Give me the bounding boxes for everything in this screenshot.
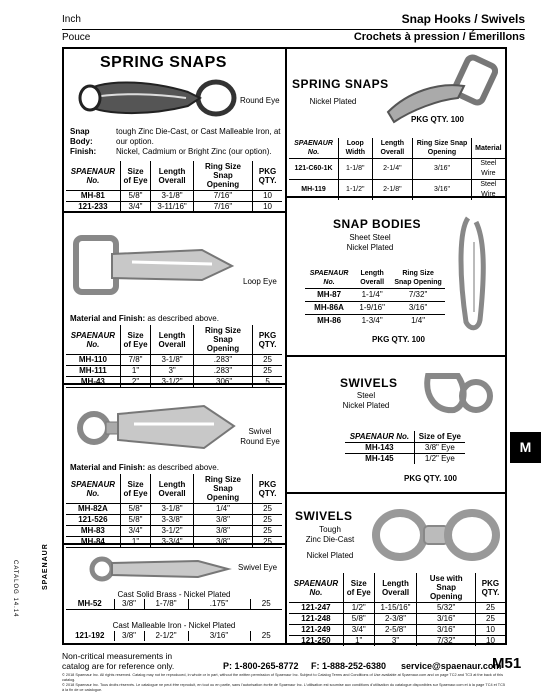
material-line: Zinc Die-Cast [305,535,355,544]
snap-bodies-table [305,268,445,327]
material-text: as described above. [147,463,219,472]
swivels-steel-title: SWIVELS [340,376,398,390]
table-row [66,599,282,610]
col-header: Size of Eye [120,325,151,355]
cell: 3" [151,366,194,377]
section-divider [285,355,507,357]
col-header: SPAENAUR No. [66,161,120,191]
snap-body-text: tough Zinc Die-Cast, or Cast Malleable Iron, at our option. [116,127,281,146]
swivel-eye-label: Swivel Eye [238,563,278,572]
cell: 1-1/8" [339,159,372,180]
footer-legal [62,673,507,693]
col-header: Use with Snap Opening [417,573,476,603]
swivel-round-eye-image [74,392,244,460]
round-eye-label: Round Eye [240,437,280,446]
part-number: MH-84 [66,537,120,548]
finish-label: Finish: [70,147,97,156]
cell: 3/4" [343,625,374,636]
cell: 3/8" Eye [414,443,465,454]
cell: 2-3/8" [374,614,417,625]
table-row [66,355,282,366]
part-number: MH-110 [66,355,120,366]
snap-body-label: Snap Body: [70,127,93,146]
cell: 25 [253,366,282,377]
cell: 25 [475,614,505,625]
cell: Steel Wire [471,159,505,180]
cell: 1" [120,537,151,548]
loop-eye-table [66,325,282,388]
footer-note [62,651,174,671]
snap-bodies-subtitle [320,233,420,253]
cell: 3/8" [193,526,252,537]
cell: 3-1/2" [151,526,194,537]
part-number: MH-81 [66,191,120,202]
cell: 10 [253,202,282,213]
part-number: MH-111 [66,366,120,377]
table-row [289,603,505,614]
cell: 7/32" [417,636,476,647]
cell: 3/16" [417,625,476,636]
cell: 7/16" [193,202,252,213]
material-label: Material and Finish: [70,314,146,323]
cell: 5/8" [120,515,151,526]
col-header: Length Overall [372,138,413,159]
cell: 1-1/4" [353,289,391,302]
table-row [66,366,282,377]
section-tab-m[interactable]: M [510,432,541,463]
swivel-round-eye-label [235,427,285,447]
spring-snap-nickel-image [378,52,498,124]
col-header: Length Overall [151,161,194,191]
part-number: MH-86 [317,316,342,325]
material-line: Steel [356,391,376,400]
col-header: Size of Eye [414,431,465,443]
legal-en: © 2018 Spaenaur Inc. All rights reserved. Catalog may not be reproduced, in whole or in part, without the written permission of Spaenaur Inc. Subject to Catalog Terms and Conditions of Use available at Spaenaur.com and on page TC2 and TC3 at the back of this catalog. [62,673,503,682]
col-header: Loop Width [339,138,372,159]
cell: 3-1/8" [151,504,194,515]
cell: 3" [374,636,417,647]
round-eye-snap-image [68,72,240,124]
part-number: MH-86A [305,302,353,315]
col-header: Ring Size Snap Opening [193,325,252,355]
col-header: Ring Size Snap Opening [193,161,252,191]
cell: 3-1/8" [151,191,194,202]
cell: 2-5/8" [374,625,417,636]
header-title: Snap Hooks / Swivels [401,12,525,26]
swivels-zinc-subtitle [292,525,368,561]
brass-note: Cast Solid Brass - Nickel Plated [117,590,231,599]
col-header: Ring Size Snap Opening [193,474,252,504]
table-row [289,180,505,201]
side-logo: SPAENAUR [42,543,49,590]
col-header: Length Overall [374,573,417,603]
table-row [289,614,505,625]
cell: 2" [120,377,151,388]
legal-fr: © 2018 Spaenaur Inc. Tous droits réservés. Le catalogue ne peut être reproduit, en tout ou en partie, sans l'autorisation écrite de Spaenaur Inc. L'utilisation est soumise aux conditions d'utilisation du catalogue disponibles sur Spaenaur.com et à la page TC4 et TC5 à la fin de ce catalogue. [62,683,505,692]
part-number: MH-143 [345,443,414,454]
col-header: SPAENAUR No. [345,431,414,443]
col-header: Size of Eye [343,573,374,603]
cell: .283" [193,355,252,366]
finish-line: Nickel Plated [342,401,390,410]
part-number: 121-247 [289,603,343,614]
table-row [66,537,282,548]
footer-email[interactable]: service@spaenaur.com [401,661,502,671]
cell: 1/2" Eye [414,454,465,465]
pkg-qty: PKG QTY. 100 [404,474,457,483]
header-unit-fr: Pouce [62,32,91,43]
col-header: SPAENAUR No. [66,325,120,355]
table-row [289,625,505,636]
table-row [305,289,445,302]
footer-note-line: catalog are for reference only. [62,661,175,671]
swivels-steel-subtitle [330,391,402,411]
cell: 3/16" [413,159,471,180]
iron-note: Cast Malleable Iron - Nickel Plated [112,621,236,630]
header-rule [62,29,525,30]
cell: 10 [475,636,505,647]
part-number: 121-526 [66,515,120,526]
cell: 3/16" [391,302,445,315]
part-number: MH-43 [66,377,120,388]
zinc-swivel-image [370,506,502,564]
cell: 5/8" [120,504,151,515]
column-divider [285,47,287,645]
header-unit: Inch [62,14,81,25]
cell: 25 [253,504,282,515]
cell: 1/2" [343,603,374,614]
header-title-fr: Crochets à pression / Émerillons [353,31,525,43]
cell: 3/8" [114,599,144,610]
swivel-eye-iron-table [66,631,282,641]
col-header: SPAENAUR No. [289,138,339,159]
col-header: Size of Eye [120,474,151,504]
cell: 3/8" [193,537,252,548]
col-header: Length Overall [353,268,391,289]
cell: 3/4" [120,526,151,537]
table-row [66,504,282,515]
part-number: 121-248 [289,614,343,625]
col-header: SPAENAUR No. [66,474,120,504]
col-header: SPAENAUR No. [305,268,353,289]
col-header: Ring Size Snap Opening [413,138,471,159]
snap-bodies-title: SNAP BODIES [333,217,421,231]
cell: 3/8" [114,631,144,641]
part-number: 121-C60-1K [289,159,339,180]
col-header: PKG QTY. [253,161,282,191]
cell: 1-9/16" [353,302,391,315]
page-number: M51 [492,655,522,672]
part-number: MH-87 [305,289,353,302]
cell: 7/32" [391,289,445,302]
footer-phone[interactable]: P: 1-800-265-8772 [223,661,299,671]
cell: 25 [253,355,282,366]
part-number: MH-119 [301,186,326,193]
col-header: PKG QTY. [253,474,282,504]
spring-snaps-nickel-table [289,138,505,200]
cell: 5/8" [120,191,151,202]
cell: Steel Wire [471,180,505,201]
table-row [66,515,282,526]
swivel-round-table [66,474,282,548]
section-divider [285,492,507,494]
snap-body-desc [70,127,282,157]
table-row [66,202,282,213]
cell: 3/16" [188,631,250,641]
part-number: MH-145 [365,454,394,463]
swivel-label: Swivel [248,427,272,436]
material-finish-note [70,314,219,323]
part-number: 121-233 [66,202,120,213]
cell: .175" [188,599,250,610]
round-eye-label: Round Eye [240,96,280,105]
col-header: Size of Eye [120,161,151,191]
swivels-zinc-title: SWIVELS [295,509,353,523]
loop-eye-label: Loop Eye [243,277,277,286]
footer-note-line: Non-critical measurements in [62,651,173,661]
material-text: as described above. [147,314,219,323]
material-line: Sheet Steel [349,233,391,242]
cell: 25 [475,603,505,614]
col-header: Length Overall [151,325,194,355]
table-row [305,315,445,328]
cell: 3/8" [193,515,252,526]
swivels-zinc-table [289,573,505,646]
spring-snaps-title: SPRING SNAPS [100,54,227,71]
table-row [66,377,282,388]
cell: 1/4" [193,504,252,515]
swivels-steel-table [345,431,465,464]
table-row [66,526,282,537]
spring-snaps-table [66,161,282,213]
col-header: Ring Size Snap Opening [391,268,445,289]
cell: 3-3/8" [151,515,194,526]
part-number: 121-192 [75,631,105,640]
nickel-plated-label: Nickel Plated [309,97,357,106]
table-row [66,631,282,641]
cell: 1" [120,366,151,377]
part-number: MH-82A [66,504,120,515]
material-label: Material and Finish: [70,463,146,472]
col-header: PKG QTY. [253,325,282,355]
cell: 25 [253,515,282,526]
cell: 1" [343,636,374,647]
cell: 2-1/4" [372,159,413,180]
steel-swivel-image [420,366,500,420]
cell: 3-11/16" [151,202,194,213]
cell: 2-1/8" [372,180,413,201]
cell: 5/32" [417,603,476,614]
cell: 1/4" [411,316,426,325]
cell: 3/16" [413,180,471,201]
table-row [345,443,465,454]
snap-body-image [452,212,492,334]
cell: 3-1/8" [151,355,194,366]
finish-line: Nickel Plated [346,243,394,252]
col-header: Length Overall [151,474,194,504]
table-row [289,159,505,180]
cell: 7/16" [193,191,252,202]
col-header: SPAENAUR No. [289,573,343,603]
cell: .306" [193,377,252,388]
col-header: Material [471,138,505,159]
cell: 25 [250,631,282,641]
table-row [345,454,465,465]
cell: 5/8" [343,614,374,625]
loop-eye-snap-image [72,222,242,306]
cell: 5 [253,377,282,388]
table-row [305,302,445,315]
table-row [66,191,282,202]
part-number: 121-249 [289,625,343,636]
finish-line: Nickel Plated [306,551,354,560]
cell: 3/16" [417,614,476,625]
cell: .283" [193,366,252,377]
spring-snaps-nickel-title: SPRING SNAPS [292,77,389,91]
cell: 10 [253,191,282,202]
cell: 3/4" [120,202,151,213]
cell: 1-7/8" [144,599,188,610]
finish-text: Nickel, Cadmium or Bright Zinc (our option). [116,147,272,156]
col-header: PKG QTY. [475,573,505,603]
pkg-qty: PKG QTY. 100 [411,115,464,124]
swivel-eye-brass-table [66,599,282,610]
cell: 7/8" [120,355,151,366]
table-row [289,636,505,647]
cell: 3-3/4" [151,537,194,548]
part-number: MH-52 [66,599,114,610]
cell: 25 [250,599,282,610]
cell: 25 [253,526,282,537]
material-line: Tough [319,525,341,534]
catalog-version: CATALOG 14.14 [12,560,18,618]
cell: 2-1/2" [144,631,188,641]
part-number: 121-250 [301,636,331,645]
footer-fax[interactable]: F: 1-888-252-6380 [311,661,387,671]
cell: 25 [253,537,282,548]
cell: 10 [475,625,505,636]
swivel-eye-image [88,549,238,589]
cell: 1-1/2" [339,180,372,201]
material-finish-note [70,463,219,472]
cell: 1-15/16" [374,603,417,614]
cell: 3-1/2" [151,377,194,388]
part-number: MH-83 [66,526,120,537]
cell: 1-3/4" [361,316,383,325]
pkg-qty: PKG QTY. 100 [372,335,425,344]
